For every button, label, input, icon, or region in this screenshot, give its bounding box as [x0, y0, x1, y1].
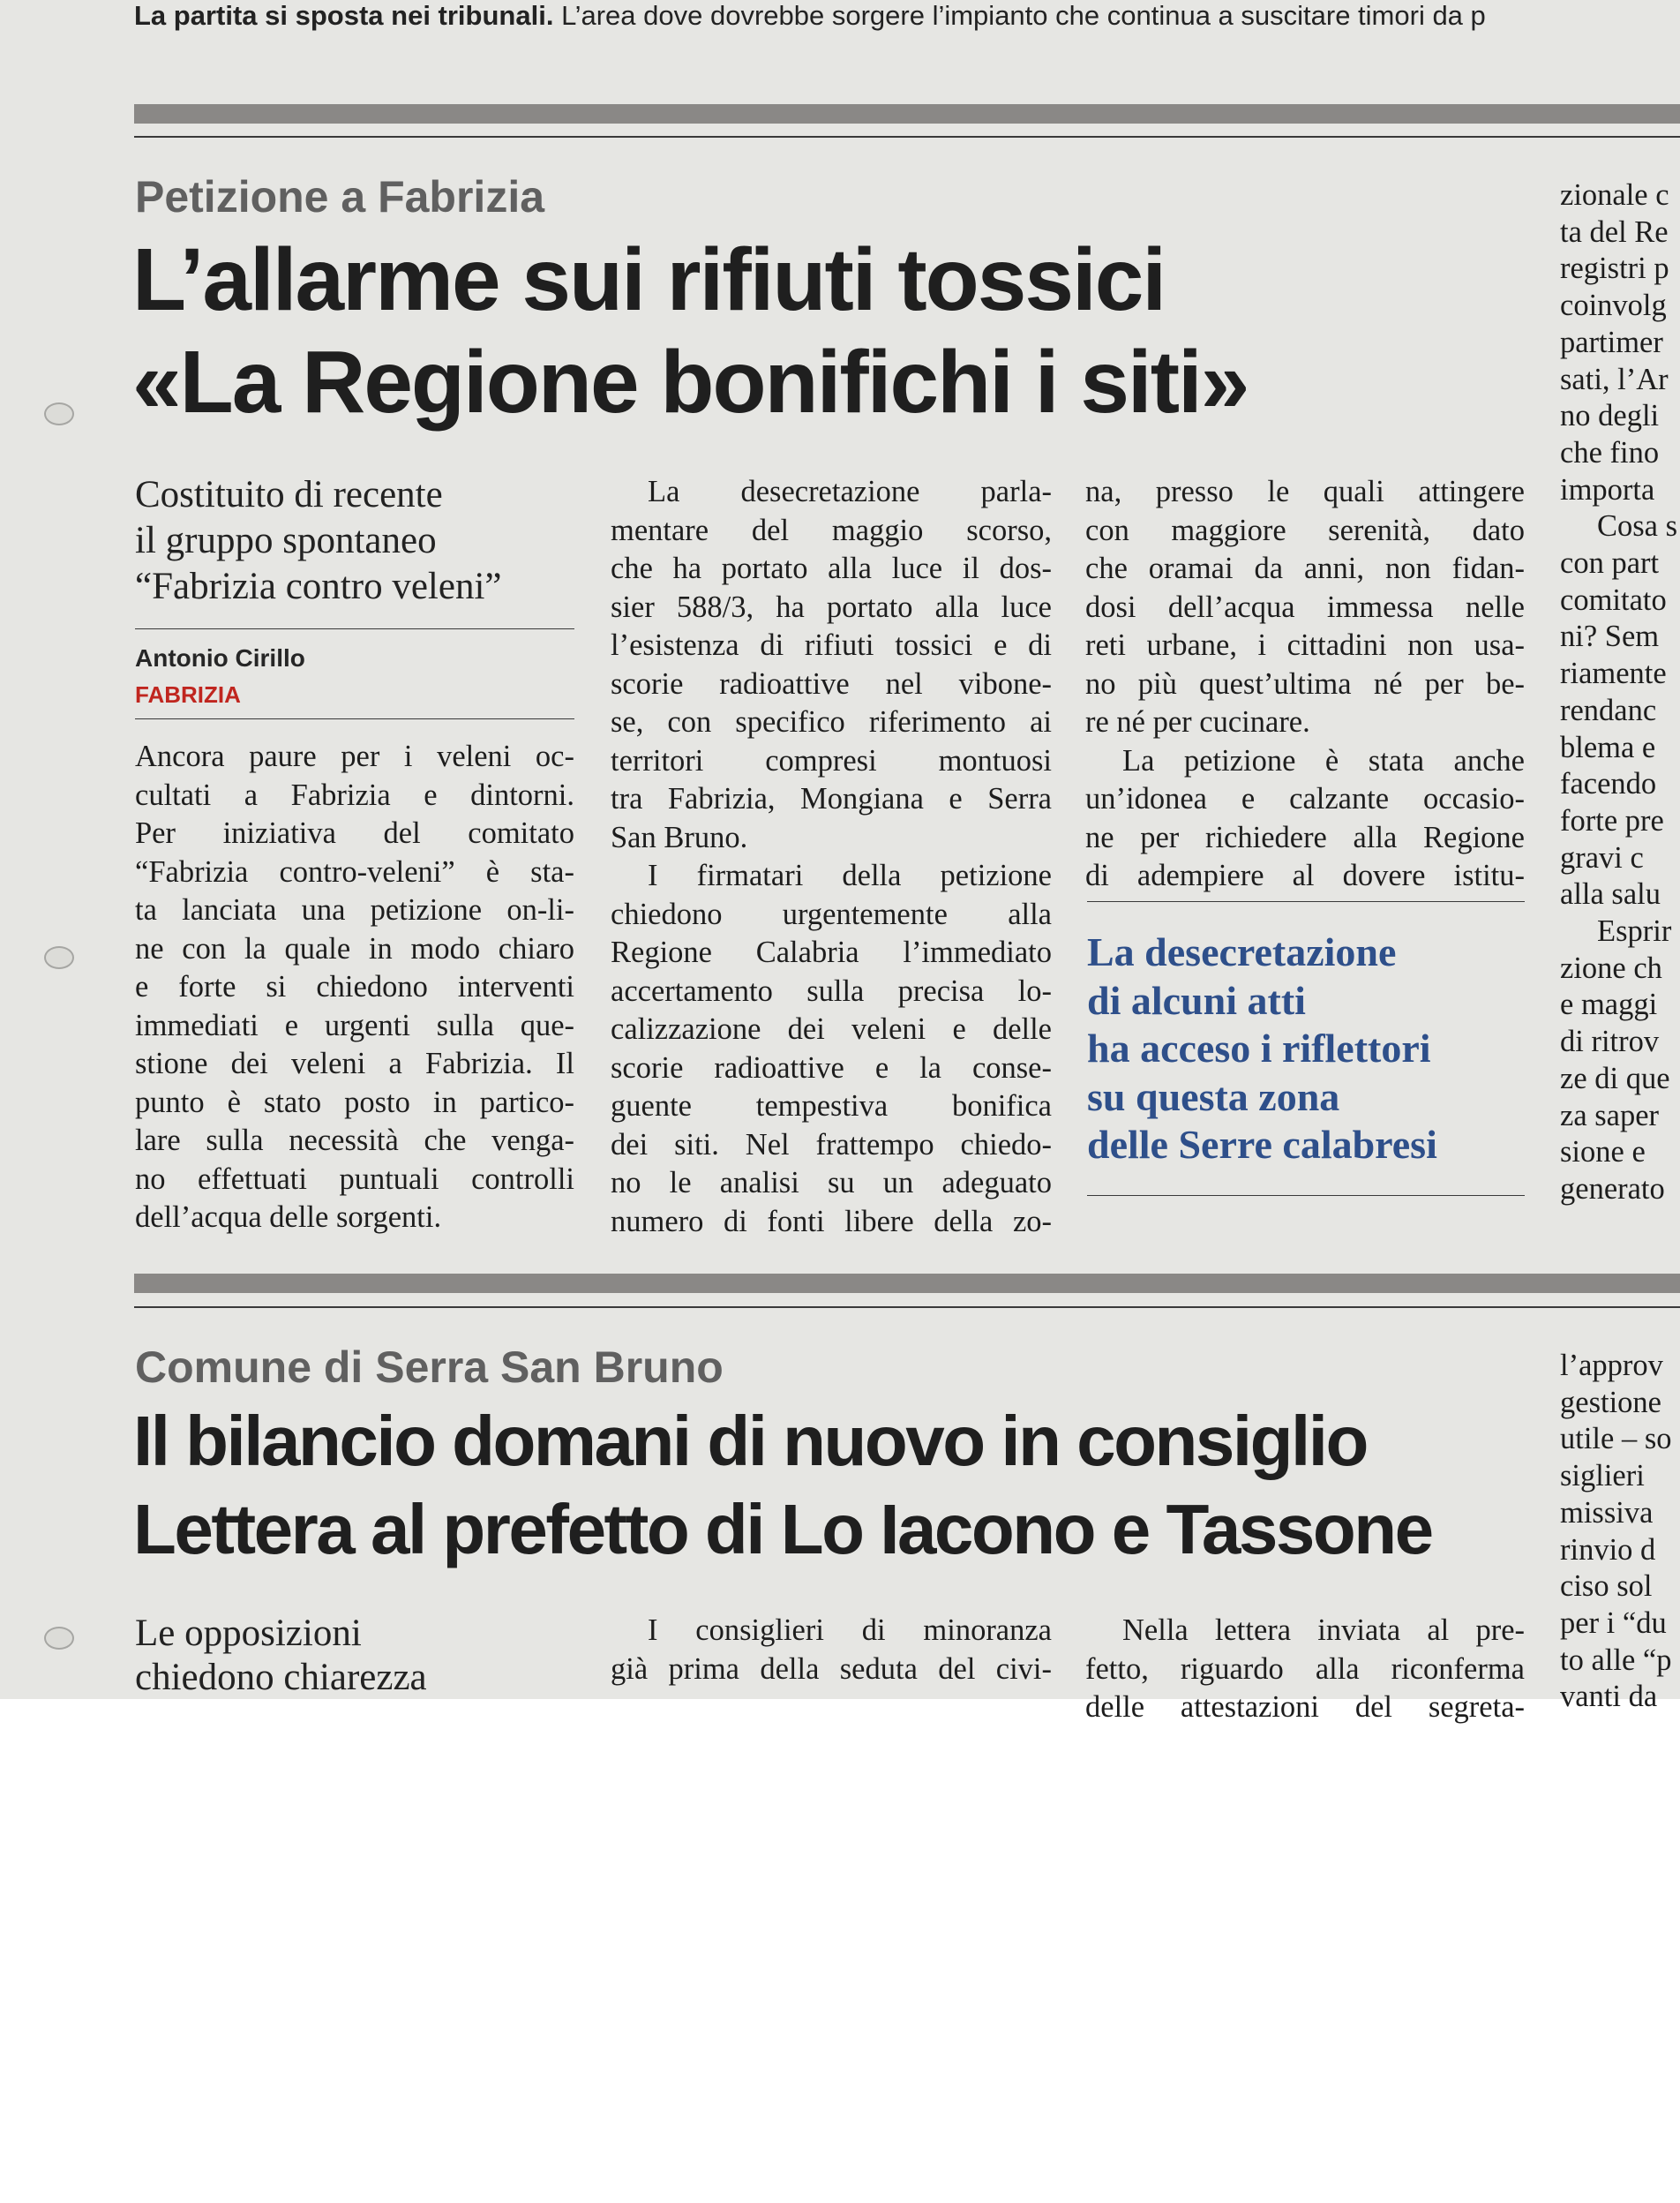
text-line: per i “du	[1560, 1605, 1667, 1640]
text-line: “Fabrizia contro-veleni” è sta-	[135, 854, 574, 889]
text-line: chiedono urgentemente alla	[611, 897, 1052, 931]
text-line: gestione	[1560, 1385, 1661, 1419]
text-line: cultati a Fabrizia e dintorni.	[135, 778, 574, 812]
text-line: facendo	[1560, 767, 1657, 801]
text-line: ta del Re	[1560, 214, 1669, 249]
text-line: no più quest’ultima né per be-	[1085, 666, 1525, 701]
text-line: Esprir	[1597, 914, 1672, 948]
article1-kicker: Petizione a Fabrizia	[135, 172, 545, 222]
text-line: ta lanciata una petizione on-li-	[135, 893, 574, 927]
article2-headline-line2: Lettera al prefetto di Lo Iacono e Tassone	[133, 1490, 1432, 1568]
text-line: mentare del maggio scorso,	[611, 513, 1052, 547]
text-line: no le analisi su un adeguato	[611, 1166, 1052, 1199]
punch-hole	[44, 946, 74, 969]
text-line: Ancora paure per i veleni oc-	[135, 740, 574, 773]
text-line: con maggiore serenità, dato	[1085, 513, 1525, 547]
text-line: su questa zona	[1087, 1073, 1340, 1119]
text-line: forte pre	[1560, 803, 1664, 838]
text-line: l’approv	[1560, 1349, 1663, 1382]
text-line: na, presso le quali attingere	[1085, 475, 1525, 508]
article2-kicker: Comune di Serra San Bruno	[135, 1342, 724, 1392]
text-line: delle attestazioni del segreta-	[1085, 1690, 1525, 1724]
section-rule-top-2	[134, 1274, 1680, 1293]
text-line: ne per richiedere alla Regione	[1085, 820, 1525, 854]
text-line: di adempiere al dovere istitu-	[1085, 859, 1525, 892]
text-line: calizzazione dei veleni e delle	[611, 1012, 1052, 1046]
pullquote-rule-top	[1087, 901, 1525, 902]
author-byline: Antonio Cirillo	[135, 644, 305, 672]
text-line: blema e	[1560, 730, 1656, 764]
text-line: ha acceso i riflettori	[1087, 1026, 1431, 1071]
text-line: generato	[1560, 1171, 1665, 1206]
text-line: rinvio d	[1560, 1532, 1656, 1567]
text-line: Regione Calabria l’immediato	[611, 936, 1052, 969]
text-line: zionale c	[1560, 178, 1669, 212]
text-line: reti urbane, i cittadini non usa-	[1085, 628, 1525, 662]
text-line: se, con specifico riferimento ai	[611, 705, 1052, 739]
text-line: l’esistenza di rifiuti tossici e di	[611, 628, 1052, 662]
text-line: rendanc	[1560, 693, 1657, 727]
text-line: sione e	[1560, 1135, 1646, 1169]
text-line: to alle “p	[1560, 1643, 1672, 1677]
top-strip-text: L’area dove dovrebbe sorgere l’impianto che continua a suscitare timori da p	[561, 0, 1486, 31]
article1-headline-line2: «La Regione bonifichi i siti»	[132, 333, 1249, 432]
deck-line: Costituito di recente	[135, 474, 443, 515]
text-line: numero di fonti libere della zo-	[611, 1204, 1052, 1238]
punch-hole	[44, 1627, 74, 1650]
article2-deck-line: Le opposizioni	[135, 1613, 362, 1654]
text-line: dosi dell’acqua immessa nelle	[1085, 590, 1525, 624]
text-line: vanti da	[1560, 1680, 1658, 1714]
text-line: tra Fabrizia, Mongiana e Serra	[611, 782, 1052, 816]
top-strip	[134, 0, 1486, 32]
text-line: dei siti. Nel frattempo chiedo-	[611, 1127, 1052, 1162]
text-line: di alcuni atti	[1087, 977, 1306, 1023]
text-line: scorie radioattive e la conse-	[611, 1050, 1052, 1085]
byline-rule-bottom	[135, 718, 574, 719]
text-line: coinvolg	[1560, 289, 1667, 323]
text-line: di ritrov	[1560, 1025, 1660, 1059]
text-line: alla salu	[1560, 877, 1661, 912]
text-line: no degli	[1560, 399, 1660, 433]
text-line: sati, l’Ar	[1560, 362, 1669, 396]
text-line: I consiglieri di minoranza	[648, 1613, 1052, 1647]
text-line: ni? Sem	[1560, 620, 1660, 654]
text-line: La petizione è stata anche	[1122, 743, 1525, 778]
text-line: gravi c	[1560, 840, 1644, 875]
text-line: importa	[1560, 472, 1655, 507]
section-rule-thin	[134, 136, 1680, 138]
text-line: delle Serre calabresi	[1087, 1122, 1437, 1167]
text-line: utile – so	[1560, 1422, 1672, 1456]
text-line: che fino	[1560, 435, 1660, 470]
text-line: accertamento sulla precisa lo-	[611, 974, 1052, 1008]
text-line: punto è stato posto in partico-	[135, 1085, 574, 1119]
text-line: San Bruno.	[611, 820, 748, 854]
top-strip-bold: La partita si sposta nei tribunali.	[134, 0, 554, 31]
text-line: ne con la quale in modo chiaro	[135, 931, 574, 966]
text-line: comitato	[1560, 583, 1667, 617]
text-line: un’idonea e calzante occasio-	[1085, 782, 1525, 816]
text-line: Cosa s	[1597, 509, 1678, 544]
text-line: con part	[1560, 546, 1660, 580]
text-line: immediati e urgenti sulla que-	[135, 1008, 574, 1042]
text-line: ciso sol	[1560, 1569, 1653, 1604]
text-line: sier 588/3, ha portato alla luce	[611, 590, 1052, 624]
section-rule-top	[134, 104, 1680, 124]
byline-rule	[135, 628, 574, 629]
deck-line: “Fabrizia contro veleni”	[135, 566, 502, 607]
text-line: re né per cucinare.	[1085, 705, 1310, 739]
text-line: riamente	[1560, 657, 1667, 691]
text-line: lare sulla necessità che venga-	[135, 1124, 574, 1157]
text-line: za saper	[1560, 1098, 1660, 1132]
text-line: no effettuati puntuali controlli	[135, 1162, 574, 1196]
text-line: guente tempestiva bonifica	[611, 1089, 1052, 1123]
text-line: missiva	[1560, 1495, 1654, 1530]
text-line: registri p	[1560, 252, 1669, 286]
text-line: siglieri	[1560, 1459, 1645, 1493]
pullquote-rule-bottom	[1087, 1195, 1525, 1196]
text-line: e maggi	[1560, 988, 1658, 1022]
text-line: La desecretazione	[1087, 929, 1397, 974]
article2-deck-line: chiedono chiarezza	[135, 1657, 427, 1698]
punch-hole	[44, 402, 74, 425]
dateline-place: FABRIZIA	[135, 681, 241, 708]
text-line: I firmatari della petizione	[648, 859, 1052, 892]
text-line: dell’acqua delle sorgenti.	[135, 1200, 442, 1234]
text-line: che oramai da anni, non fidan-	[1085, 552, 1525, 585]
text-line: fetto, riguardo alla riconferma	[1085, 1651, 1525, 1686]
text-line: zione ch	[1560, 951, 1662, 985]
text-line: Nella lettera inviata al pre-	[1122, 1613, 1525, 1647]
text-line: già prima della seduta del civi-	[611, 1651, 1052, 1686]
section-rule-thin-2	[134, 1306, 1680, 1308]
deck-line: il gruppo spontaneo	[135, 520, 437, 561]
text-line: scorie radioattive nel vibone-	[611, 666, 1052, 701]
text-line: La desecretazione parla-	[648, 475, 1052, 508]
text-line: ze di que	[1560, 1061, 1670, 1095]
text-line: Per iniziativa del comitato	[135, 816, 574, 850]
text-line: territori compresi montuosi	[611, 743, 1052, 778]
text-line: che ha portato alla luce il dos-	[611, 552, 1052, 585]
text-line: stione dei veleni a Fabrizia. Il	[135, 1047, 574, 1080]
text-line: partimer	[1560, 325, 1663, 359]
text-line: e forte si chiedono interventi	[135, 970, 574, 1004]
article2-headline-line1: Il bilancio domani di nuovo in consiglio	[133, 1402, 1367, 1480]
article1-headline-line1: L’allarme sui rifiuti tossici	[132, 230, 1166, 329]
